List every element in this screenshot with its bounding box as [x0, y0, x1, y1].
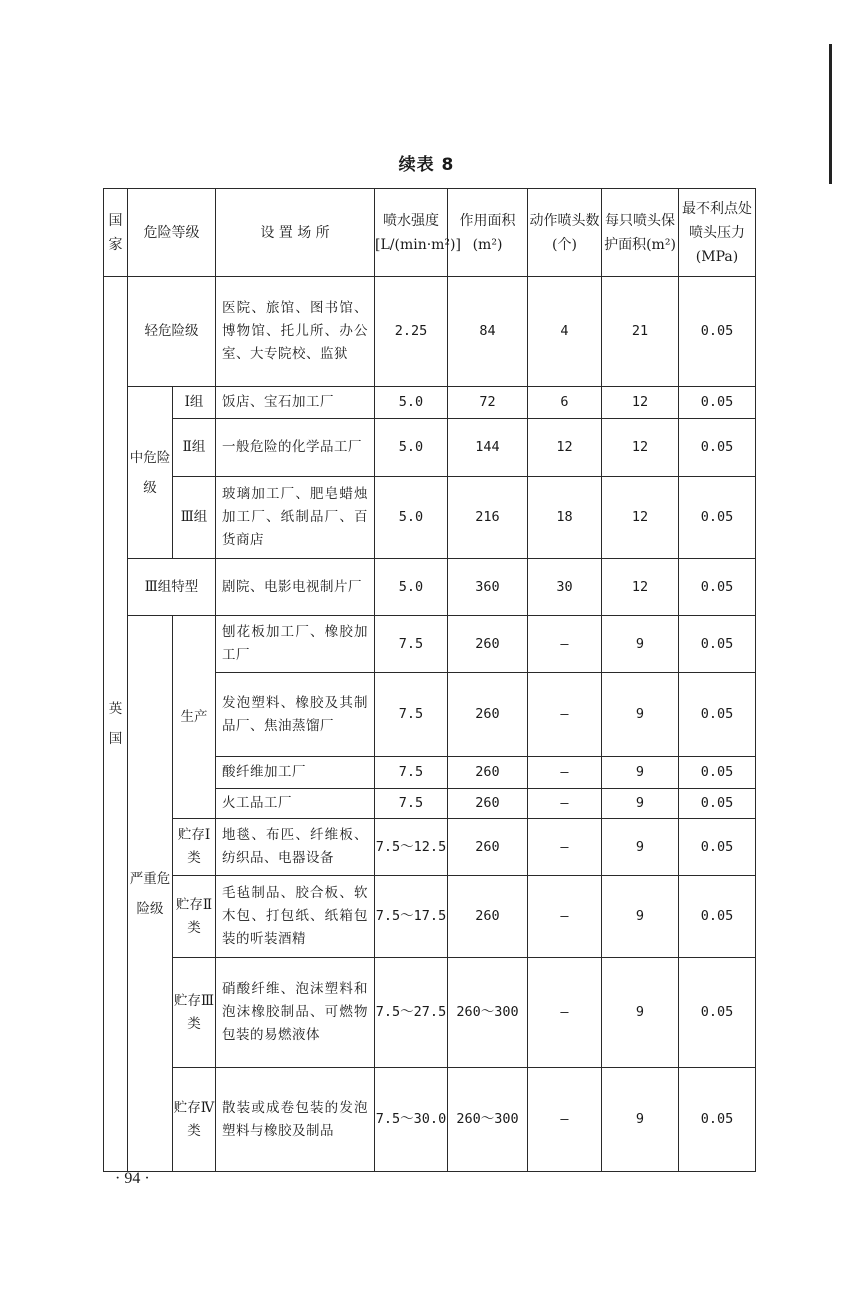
- location-cell: 刨花板加工厂、橡胶加工厂: [216, 616, 375, 673]
- per-head-cell: 9: [602, 819, 679, 876]
- per-head-cell: 9: [602, 876, 679, 958]
- header-hazard: 危险等级: [128, 189, 216, 277]
- group-mid-g3: Ⅲ组: [173, 477, 216, 559]
- pressure-cell: 0.05: [679, 673, 756, 757]
- area-cell: 260: [448, 789, 528, 819]
- per-head-cell: 12: [602, 419, 679, 477]
- location-cell: 一般危险的化学品工厂: [216, 419, 375, 477]
- table-row: [104, 1068, 756, 1172]
- header-area: 作用面积(m²): [448, 189, 528, 277]
- pressure-cell: 0.05: [679, 477, 756, 559]
- country-cell: 英国: [104, 277, 128, 1172]
- per-head-cell: 12: [602, 387, 679, 419]
- heads-cell: —: [528, 1068, 602, 1172]
- intensity-cell: 5.0: [375, 559, 448, 616]
- pressure-cell: 0.05: [679, 559, 756, 616]
- intensity-cell: 7.5～17.5: [375, 876, 448, 958]
- table-row: [104, 387, 756, 419]
- pressure-cell: 0.05: [679, 616, 756, 673]
- area-cell: 260: [448, 876, 528, 958]
- area-cell: 260～300: [448, 958, 528, 1068]
- header-heads: 动作喷头数(个): [528, 189, 602, 277]
- location-cell: 毛毡制品、胶合板、软木包、打包纸、纸箱包装的听装酒精: [216, 876, 375, 958]
- location-cell: 发泡塑料、橡胶及其制品厂、焦油蒸馏厂: [216, 673, 375, 757]
- area-cell: 260: [448, 673, 528, 757]
- group-mid-g2: Ⅱ组: [173, 419, 216, 477]
- location-cell: 剧院、电影电视制片厂: [216, 559, 375, 616]
- table-row: [104, 616, 756, 673]
- location-cell: 火工品工厂: [216, 789, 375, 819]
- pressure-cell: 0.05: [679, 419, 756, 477]
- intensity-cell: 5.0: [375, 387, 448, 419]
- area-cell: 360: [448, 559, 528, 616]
- area-cell: 72: [448, 387, 528, 419]
- pressure-cell: 0.05: [679, 789, 756, 819]
- header-country: 国家: [104, 189, 128, 277]
- heads-cell: —: [528, 876, 602, 958]
- heads-cell: 30: [528, 559, 602, 616]
- area-cell: 260: [448, 616, 528, 673]
- location-cell: 酸纤维加工厂: [216, 757, 375, 789]
- intensity-cell: 7.5～12.5: [375, 819, 448, 876]
- table-row: [104, 958, 756, 1068]
- per-head-cell: 9: [602, 673, 679, 757]
- table-row: [104, 477, 756, 559]
- intensity-cell: 7.5～30.0: [375, 1068, 448, 1172]
- group-production: 生产: [173, 616, 216, 819]
- area-cell: 260: [448, 819, 528, 876]
- pressure-cell: 0.05: [679, 1068, 756, 1172]
- location-cell: 玻璃加工厂、肥皂蜡烛加工厂、纸制品厂、百货商店: [216, 477, 375, 559]
- group-light: 轻危险级: [128, 277, 216, 387]
- group-store3: 贮存Ⅲ类: [173, 958, 216, 1068]
- table-row: [104, 419, 756, 477]
- intensity-cell: 7.5: [375, 757, 448, 789]
- heads-cell: —: [528, 789, 602, 819]
- pressure-cell: 0.05: [679, 876, 756, 958]
- pressure-cell: 0.05: [679, 277, 756, 387]
- area-cell: 84: [448, 277, 528, 387]
- heads-cell: —: [528, 958, 602, 1068]
- table-row: [104, 559, 756, 616]
- table-title: 续表 8: [398, 155, 455, 175]
- area-cell: 260～300: [448, 1068, 528, 1172]
- group-mid: 中危险级: [128, 387, 173, 559]
- group-mid-g1: Ⅰ组: [173, 387, 216, 419]
- area-cell: 144: [448, 419, 528, 477]
- heads-cell: 4: [528, 277, 602, 387]
- per-head-cell: 12: [602, 559, 679, 616]
- per-head-cell: 9: [602, 958, 679, 1068]
- area-cell: 216: [448, 477, 528, 559]
- heads-cell: —: [528, 819, 602, 876]
- heads-cell: —: [528, 757, 602, 789]
- group-store2: 贮存Ⅱ类: [173, 876, 216, 958]
- header-intensity: 喷水强度[L/(min·m²)]: [375, 189, 448, 277]
- pressure-cell: 0.05: [679, 819, 756, 876]
- intensity-cell: 2.25: [375, 277, 448, 387]
- per-head-cell: 21: [602, 277, 679, 387]
- table-row: [104, 876, 756, 958]
- pressure-cell: 0.05: [679, 757, 756, 789]
- pressure-cell: 0.05: [679, 387, 756, 419]
- per-head-cell: 9: [602, 789, 679, 819]
- sprinkler-table: [103, 188, 756, 1172]
- location-cell: 饭店、宝石加工厂: [216, 387, 375, 419]
- heads-cell: 12: [528, 419, 602, 477]
- location-cell: 硝酸纤维、泡沫塑料和泡沫橡胶制品、可燃物包装的易燃液体: [216, 958, 375, 1068]
- group-severe: 严重危险级: [128, 616, 173, 1172]
- table-row: [104, 277, 756, 387]
- per-head-cell: 9: [602, 757, 679, 789]
- per-head-cell: 9: [602, 1068, 679, 1172]
- intensity-cell: 7.5: [375, 616, 448, 673]
- header-per-head: 每只喷头保护面积(m²): [602, 189, 679, 277]
- header-row: [104, 189, 756, 277]
- page-number: · 94 ·: [115, 1170, 150, 1187]
- header-pressure: 最不利点处喷头压力(MPa): [679, 189, 756, 277]
- intensity-cell: 5.0: [375, 477, 448, 559]
- area-cell: 260: [448, 757, 528, 789]
- group-store4: 贮存Ⅳ类: [173, 1068, 216, 1172]
- pressure-cell: 0.05: [679, 958, 756, 1068]
- location-cell: 医院、旅馆、图书馆、博物馆、托儿所、办公室、大专院校、监狱: [216, 277, 375, 387]
- intensity-cell: 7.5: [375, 673, 448, 757]
- heads-cell: —: [528, 673, 602, 757]
- group-special: Ⅲ组特型: [128, 559, 216, 616]
- location-cell: 散装或成卷包装的发泡塑料与橡胶及制品: [216, 1068, 375, 1172]
- heads-cell: 6: [528, 387, 602, 419]
- heads-cell: 18: [528, 477, 602, 559]
- table-row: [104, 819, 756, 876]
- per-head-cell: 9: [602, 616, 679, 673]
- group-store1: 贮存Ⅰ类: [173, 819, 216, 876]
- heads-cell: —: [528, 616, 602, 673]
- header-location: 设 置 场 所: [216, 189, 375, 277]
- intensity-cell: 7.5: [375, 789, 448, 819]
- location-cell: 地毯、布匹、纤维板、纺织品、电器设备: [216, 819, 375, 876]
- per-head-cell: 12: [602, 477, 679, 559]
- intensity-cell: 5.0: [375, 419, 448, 477]
- intensity-cell: 7.5～27.5: [375, 958, 448, 1068]
